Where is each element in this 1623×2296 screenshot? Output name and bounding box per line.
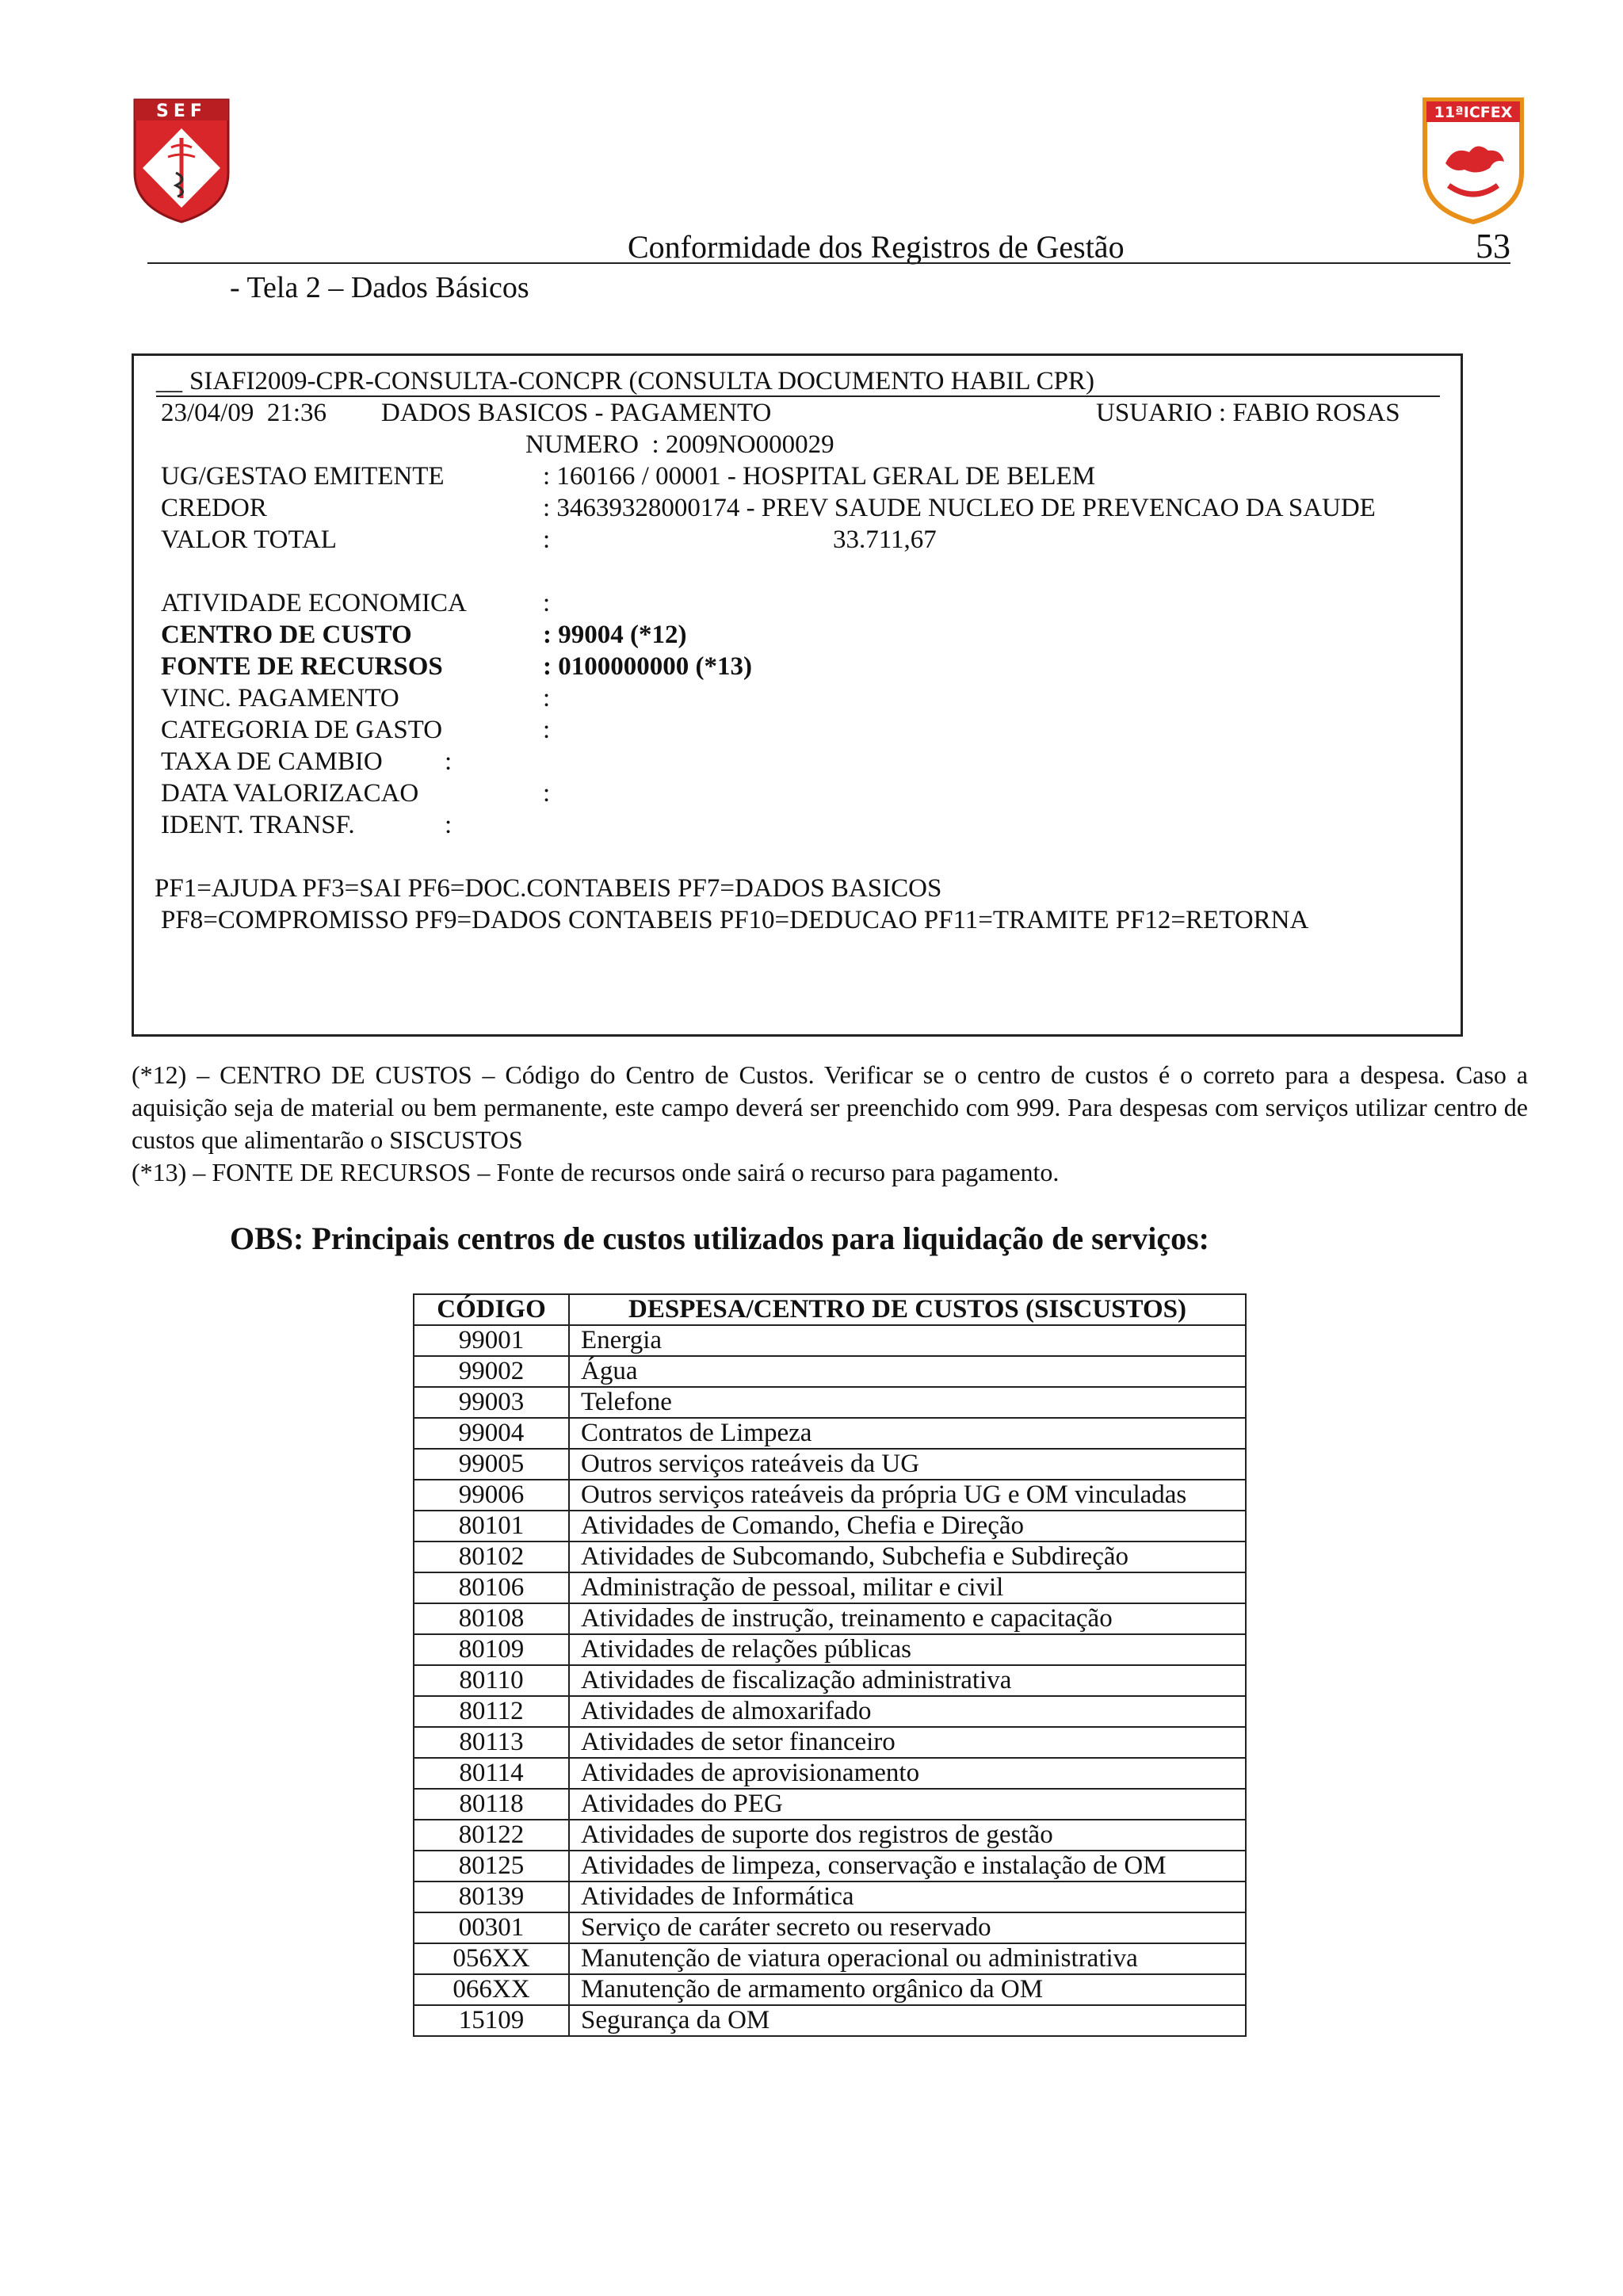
sef-logo-text: SEF — [156, 101, 207, 121]
cost-center-description: Atividades de Subcomando, Subchefia e Subdireção — [569, 1541, 1246, 1572]
cost-center-code: 99005 — [414, 1449, 569, 1480]
table-row — [414, 1603, 1246, 1634]
field-value-data-valorizacao: : — [543, 779, 551, 808]
table-header-row — [414, 1294, 1246, 1325]
cost-center-code: 80122 — [414, 1820, 569, 1851]
function-keys-line-2: PF8=COMPROMISSO PF9=DADOS CONTABEIS PF10=DEDUCAO PF11=TRAMITE PF12=RETORNA — [161, 906, 1309, 934]
cost-center-code: 066XX — [414, 1974, 569, 2005]
field-value-taxa-cambio: : — [445, 747, 453, 776]
table-row — [414, 1634, 1246, 1665]
cost-center-description: Atividades de fiscalização administrativa — [569, 1665, 1246, 1696]
cost-center-code: 80114 — [414, 1758, 569, 1789]
table-row — [414, 1696, 1246, 1727]
cost-center-description: Atividades de Informática — [569, 1881, 1246, 1912]
terminal-screen-name: DADOS BASICOS - PAGAMENTO — [381, 399, 772, 427]
terminal-datetime: 23/04/09 21:36 — [161, 399, 327, 427]
footnotes — [132, 1059, 1528, 1189]
field-value-valor-total: : — [543, 525, 551, 554]
field-label-credor: CREDOR — [161, 494, 267, 522]
table-row — [414, 1820, 1246, 1851]
cost-center-code: 15109 — [414, 2005, 569, 2036]
table-row — [414, 1325, 1246, 1356]
siafi-terminal-screen — [132, 353, 1463, 1037]
terminal-title: SIAFI2009-CPR-CONSULTA-CONCPR (CONSULTA DOCUMENTO HABIL CPR) — [189, 367, 1094, 395]
table-row — [414, 1727, 1246, 1758]
cost-center-code: 80113 — [414, 1727, 569, 1758]
field-value-ug-gestao: : 160166 / 00001 - HOSPITAL GERAL DE BELEM — [543, 462, 1096, 491]
cost-center-description: Administração de pessoal, militar e civil — [569, 1572, 1246, 1603]
table-row — [414, 1851, 1246, 1881]
cost-center-code: 056XX — [414, 1943, 569, 1974]
cost-center-description: Atividades do PEG — [569, 1789, 1246, 1820]
table-row — [414, 1789, 1246, 1820]
field-label-vinc-pagamento: VINC. PAGAMENTO — [161, 684, 399, 712]
table-row — [414, 1511, 1246, 1541]
cost-center-code: 80101 — [414, 1511, 569, 1541]
table-row — [414, 1912, 1246, 1943]
footnote-12: (*12) – CENTRO DE CUSTOS – Código do Centro de Custos. Verificar se o centro de custos é o correto para a despesa. Caso a aquisição seja de material ou bem permanente, este campo deverá ser preenchido com 999. Para despesas com serviços utilizar centro de custos que alimentarão o SISCUSTOS — [132, 1060, 1528, 1154]
cost-center-code: 80110 — [414, 1665, 569, 1696]
field-label-ug-gestao: UG/GESTAO EMITENTE — [161, 462, 445, 491]
cost-center-description: Manutenção de armamento orgânico da OM — [569, 1974, 1246, 2005]
table-row — [414, 1418, 1246, 1449]
field-value-centro-custo: : 99004 (*12) — [543, 621, 687, 649]
table-row — [414, 1449, 1246, 1480]
cost-center-description: Atividades de suporte dos registros de gestão — [569, 1820, 1246, 1851]
field-label-categoria-gasto: CATEGORIA DE GASTO — [161, 716, 443, 744]
cost-center-description: Manutenção de viatura operacional ou administrativa — [569, 1943, 1246, 1974]
cost-center-description: Atividades de limpeza, conservação e instalação de OM — [569, 1851, 1246, 1881]
cost-center-description: Serviço de caráter secreto ou reservado — [569, 1912, 1246, 1943]
field-value-vinc-pagamento: : — [543, 684, 551, 712]
field-label-fonte-recursos: FONTE DE RECURSOS — [161, 652, 443, 681]
field-label-taxa-cambio: TAXA DE CAMBIO — [161, 747, 383, 776]
icfex-logo-text: 11ªICFEX — [1434, 104, 1513, 121]
cost-center-description: Atividades de almoxarifado — [569, 1696, 1246, 1727]
cost-center-code: 99001 — [414, 1325, 569, 1356]
table-row — [414, 1572, 1246, 1603]
header-rule — [147, 262, 1510, 264]
column-header-codigo: CÓDIGO — [414, 1294, 569, 1325]
table-row — [414, 1881, 1246, 1912]
cost-center-code: 80112 — [414, 1696, 569, 1727]
footnote-13: (*13) – FONTE DE RECURSOS – Fonte de recursos onde sairá o recurso para pagamento. — [132, 1158, 1060, 1186]
cost-center-description: Água — [569, 1356, 1246, 1387]
field-value-atividade: : — [543, 589, 551, 617]
section-subtitle: - Tela 2 – Dados Básicos — [230, 271, 529, 304]
document-header-title: Conformidade dos Registros de Gestão — [628, 229, 1125, 265]
cost-center-code: 99006 — [414, 1480, 569, 1511]
cost-centers-table — [413, 1293, 1247, 2037]
field-amount-valor-total: 33.711,67 — [833, 525, 937, 554]
field-label-valor-total: VALOR TOTAL — [161, 525, 337, 554]
cost-center-code: 00301 — [414, 1912, 569, 1943]
function-keys-line-1: PF1=AJUDA PF3=SAI PF6=DOC.CONTABEIS PF7=DADOS BASICOS — [155, 874, 942, 903]
cost-center-description: Contratos de Limpeza — [569, 1418, 1246, 1449]
column-header-despesa: DESPESA/CENTRO DE CUSTOS (SISCUSTOS) — [569, 1294, 1246, 1325]
cost-center-description: Atividades de instrução, treinamento e capacitação — [569, 1603, 1246, 1634]
page-number: 53 — [1476, 227, 1510, 266]
field-value-credor: : 34639328000174 - PREV SAUDE NUCLEO DE PREVENCAO DA SAUDE — [543, 494, 1376, 522]
cost-center-code: 99002 — [414, 1356, 569, 1387]
field-label-ident-transf: IDENT. TRANSF. — [161, 811, 355, 839]
table-row — [414, 1665, 1246, 1696]
cost-center-description: Atividades de Comando, Chefia e Direção — [569, 1511, 1246, 1541]
table-row — [414, 1356, 1246, 1387]
icfex-badge-logo — [1422, 97, 1525, 225]
obs-heading: OBS: Principais centros de custos utilizados para liquidação de serviços: — [230, 1221, 1209, 1256]
cost-center-code: 99004 — [414, 1418, 569, 1449]
table-row — [414, 1943, 1246, 1974]
cost-center-code: 80109 — [414, 1634, 569, 1665]
terminal-title-prefix: __ — [156, 367, 182, 395]
cost-center-description: Outros serviços rateáveis da UG — [569, 1449, 1246, 1480]
field-value-fonte-recursos: : 0100000000 (*13) — [543, 652, 752, 681]
field-label-centro-custo: CENTRO DE CUSTO — [161, 621, 412, 649]
cost-center-code: 99003 — [414, 1387, 569, 1418]
cost-center-code: 80102 — [414, 1541, 569, 1572]
cost-center-description: Atividades de aprovisionamento — [569, 1758, 1246, 1789]
cost-center-code: 80108 — [414, 1603, 569, 1634]
table-row — [414, 1758, 1246, 1789]
cost-center-code: 80125 — [414, 1851, 569, 1881]
cost-center-code: 80106 — [414, 1572, 569, 1603]
table-row — [414, 1974, 1246, 2005]
table-row — [414, 1387, 1246, 1418]
cost-center-code: 80139 — [414, 1881, 569, 1912]
cost-center-description: Segurança da OM — [569, 2005, 1246, 2036]
cost-center-description: Atividades de relações públicas — [569, 1634, 1246, 1665]
table-row — [414, 2005, 1246, 2036]
field-label-data-valorizacao: DATA VALORIZACAO — [161, 779, 419, 808]
cost-center-description: Atividades de setor financeiro — [569, 1727, 1246, 1758]
cost-center-description: Energia — [569, 1325, 1246, 1356]
terminal-user: USUARIO : FABIO ROSAS — [1096, 399, 1400, 427]
cost-center-description: Outros serviços rateáveis da própria UG e OM vinculadas — [569, 1480, 1246, 1511]
cost-center-description: Telefone — [569, 1387, 1246, 1418]
cost-center-code: 80118 — [414, 1789, 569, 1820]
field-label-atividade: ATIVIDADE ECONOMICA — [161, 589, 467, 617]
sef-shield-logo — [132, 97, 231, 225]
field-value-categoria-gasto: : — [543, 716, 551, 744]
table-row — [414, 1541, 1246, 1572]
field-value-ident-transf: : — [445, 811, 453, 839]
table-row — [414, 1480, 1246, 1511]
terminal-numero: NUMERO : 2009NO000029 — [525, 430, 834, 459]
